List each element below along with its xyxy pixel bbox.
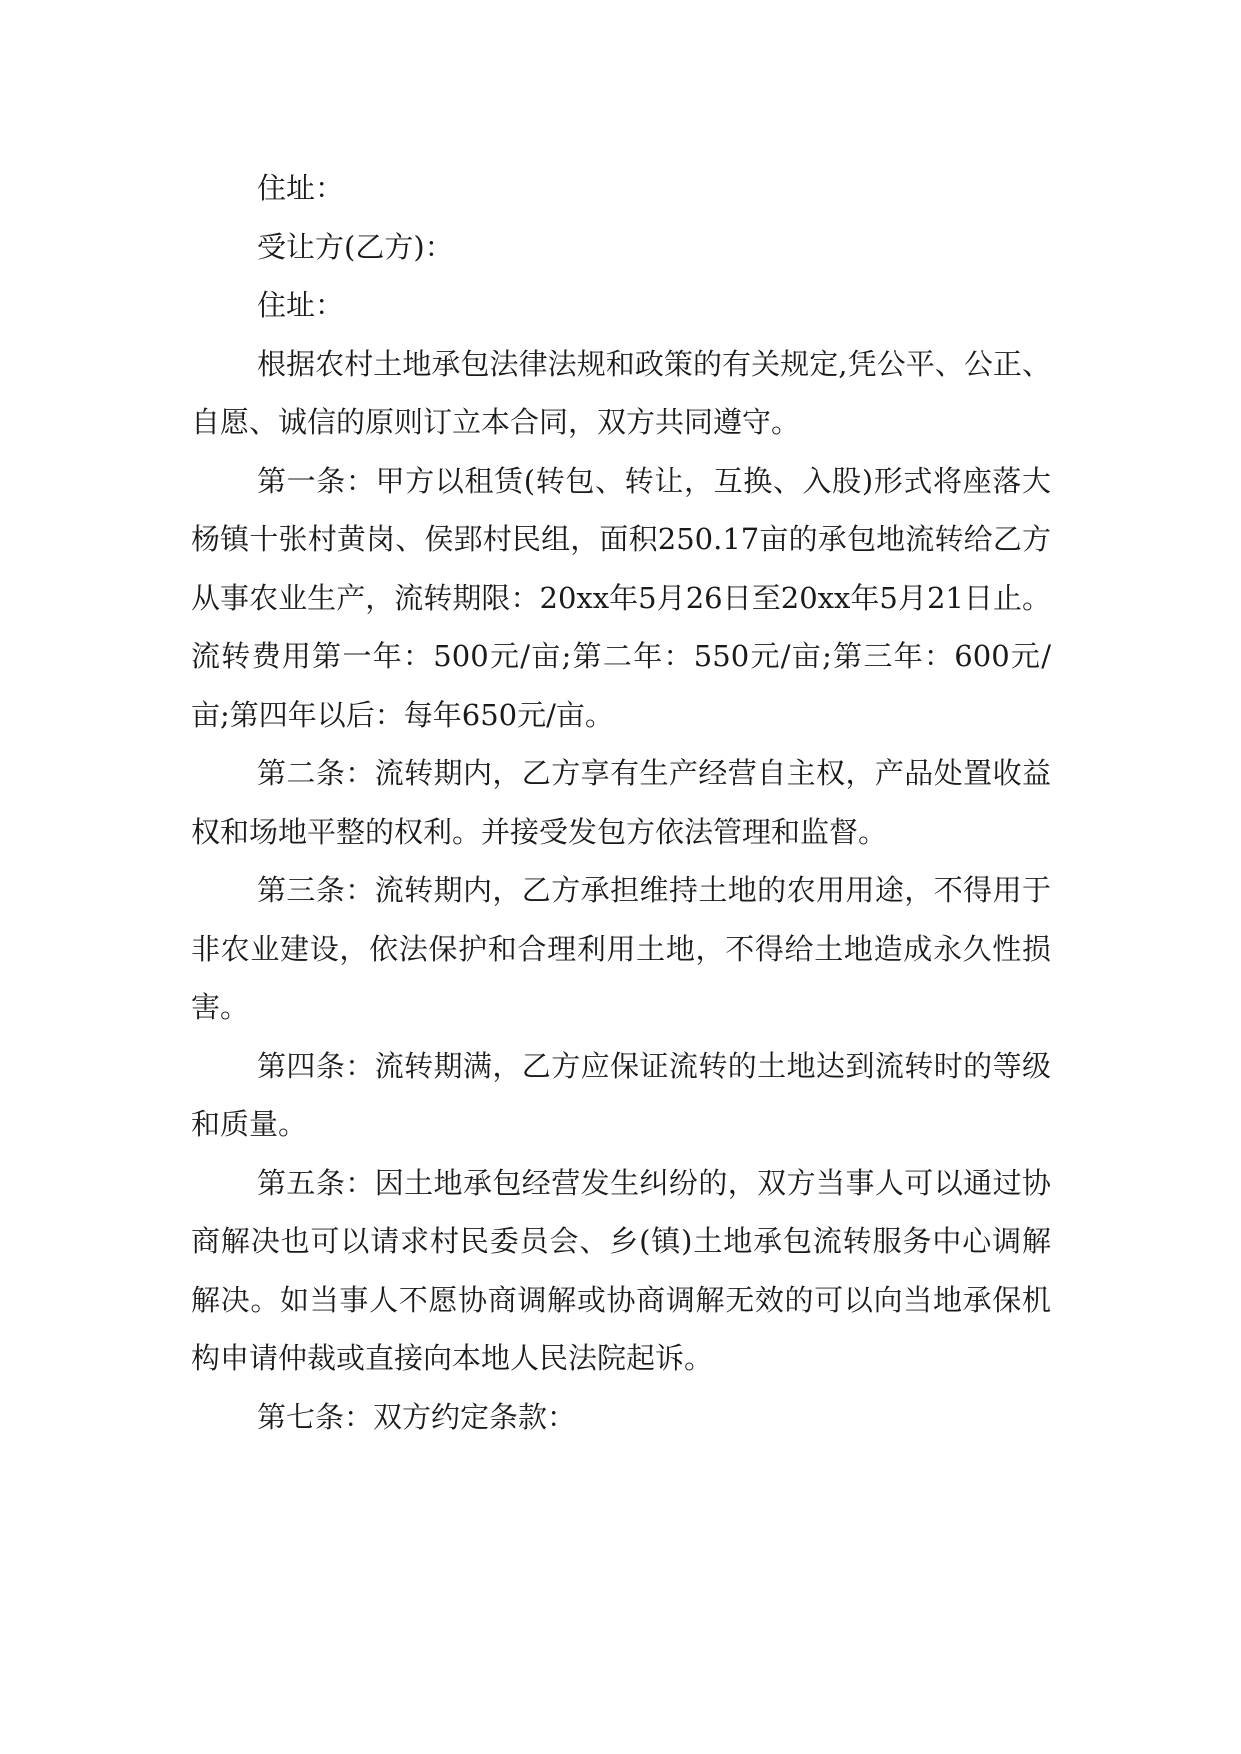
preamble-paragraph: 根据农村土地承包法律法规和政策的有关规定,凭公平、公正、自愿、诚信的原则订立本合同，双方共同遵守。 (191, 346, 1051, 439)
article-7: 第七条：双方约定条款： (257, 1399, 577, 1434)
article-5: 第五条：因土地承包经营发生纠纷的，双方当事人可以通过协商解决也可以请求村民委员会、乡(镇)土地承包流转服务中心调解解决。如当事人不愿协商调解或协商调解无效的可以向当地承保机构申请仲裁或直接向本地人民法院起诉。 (191, 1165, 1051, 1375)
article-3: 第三条：流转期内，乙方承担维持土地的农用用途，不得用于非农业建设，依法保护和合理利用土地，不得给土地造成永久性损害。 (191, 873, 1051, 1024)
document-body (191, 159, 1051, 1446)
article-1: 第一条：甲方以租赁(转包、转让，互换、入股)形式将座落大杨镇十张村黄岗、侯郢村民组，面积250.17亩的承包地流转给乙方从事农业生产，流转期限：20xx年5月26日至20xx年5月21日止。流转费用第一年：500元/亩;第二年：550元/亩;第三年：600元/亩;第四年以后：每年650元/亩。 (191, 463, 1051, 732)
address-line-party-a: 住址： (257, 171, 345, 205)
article-2: 第二条：流转期内，乙方享有生产经营自主权，产品处置收益权和场地平整的权利。并接受发包方依法管理和监督。 (191, 756, 1051, 849)
article-4: 第四条：流转期满，乙方应保证流转的土地达到流转时的等级和质量。 (191, 1048, 1051, 1141)
address-line-party-b: 住址： (257, 288, 345, 322)
transferee-label: 受让方(乙方)： (257, 229, 454, 264)
